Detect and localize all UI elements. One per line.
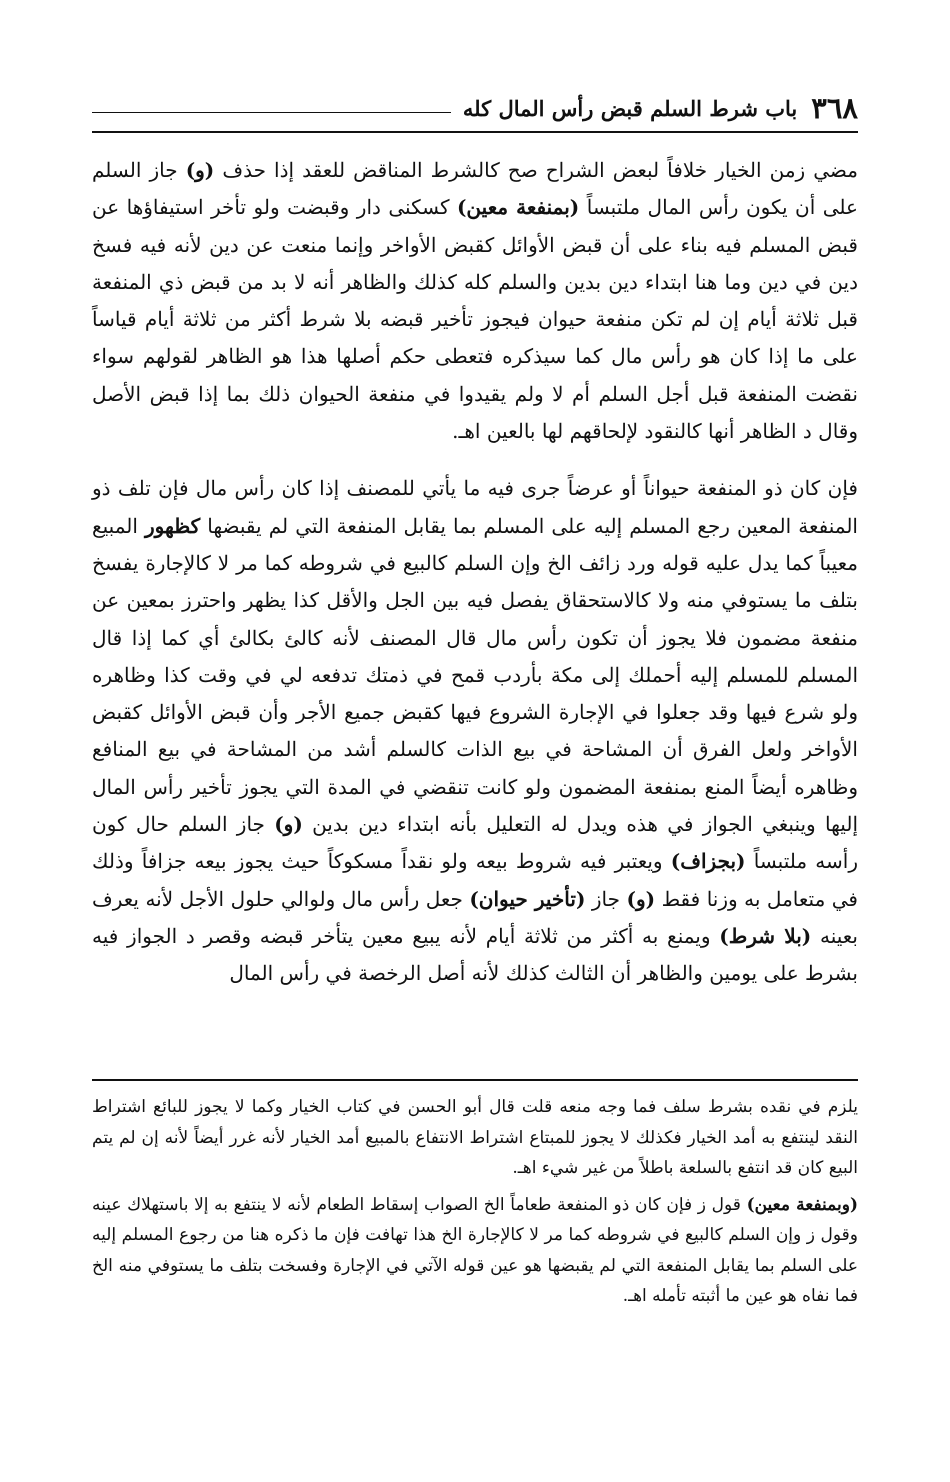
text-run: فإن كان ذو المنفعة حيواناً أو عرضاً جرى فيه ما يأتي للمصنف إذا كان رأس مال فإن تلف ذو المنفعة المعين رجع المسلم إليه على المسلم بما يقابل المنفعة التي لم يقبضها (92, 476, 858, 538)
text-run: المبيع معيباً كما يدل عليه قوله ورد زائف الخ وإن السلم كالبيع في شروطه كما مر لا كالإجارة يفسخ بتلف ما يستوفي منه ولا كالاستحقاق يفصل فيه بين الجل والأقل كذا يظهر واحترز بمعين عن منفعة مضمون فلا يجوز أن تكون رأس مال قال المصنف لأنه كالئ بكالئ أي كما إذا قال المسلم للمسلم إليه أحملك إلى مكة بأردب قمح في ذمتك تدفعه لي في وقت كذا وظاهره ولو شرع فيها وقد جعلوا في الإجارة الشروع فيها كقبض جميع الأجر وأن قبض الأوائل كقبض الأواخر ولعل الفرق أن المشاحة في بيع الذات كالسلم أشد من المشاحة في بيع المنافع وظاهره أيضاً المنع بمنفعة المضمون ولو كانت تنقضي في المدة التي يجوز تأخير رأس المال إليها وينبغي الجواز في هذه ويدل له التعليل بأنه ابتداء دين بدين (92, 513, 859, 837)
text-run: كسكنى دار وقبضت ولو تأخر استيفاؤها عن قبض المسلم فيه بناء على أن قبض الأوائل كقبض الأواخر وإنما منعت عن دين لأنه فيه فسخ دين في دين وما هنا ابتداء دين بدين والسلم كله كذلك والظاهر أنه لا بد من قبض ذي المنفعة قبل ثلاثة أيام إن لم تكن منفعة حيوان فيجوز تأخير قبضه بلا شرط أكثر من ثلاثة أيام قياساً على ما إذا كان هو رأس مال كما سيذكره فتعطى حكم أصلها هذا هو الظاهر لقولهم سواء نقضت المنفعة قبل أجل السلم أم لا ولم يقيدوا في منفعة الحيوان ذلك بما إذا قبض الأصل وقال د الظاهر أنها كالنقود لإلحاقهم لها بالعين اهـ. (92, 195, 858, 444)
page-number: ٣٦٨ (811, 91, 858, 125)
footnote-2 (92, 1190, 858, 1312)
bold-term: (تأخير حيوان) (469, 886, 586, 911)
bold-term: (وبمنفعة معين) (746, 1194, 858, 1215)
bold-term: (و) (274, 812, 303, 837)
footnotes (92, 1092, 858, 1312)
text-run: ويعتبر فيه شروط بيعه ولو نقداً مسكوكاً حيث يجوز بيعه جزافاً وذلك في متعامل به وزنا فقط (92, 849, 858, 911)
bold-term: كظهور (145, 513, 201, 538)
bold-term: (بلا شرط) (719, 923, 812, 948)
footnote-1: يلزم في نقده بشرط سلف فما وجه منعه قلت قال أبو الحسن في كتاب الخيار وكما لا يجوز للبائع اشتراط النقد لينتفع به أمد الخيار فكذلك لا يجوز للمبتاع اشتراط الانتفاع بالمبيع أمد الخيار لأنه غرر أيضاً لأنه إن لم يتم البيع كان قد انتفع بالسلعة باطلاً من غير شيء اهـ. (92, 1097, 858, 1178)
running-title: باب شرط السلم قبض رأس المال كله (462, 95, 798, 121)
text-run: جعل رأس مال ولوالي حلول الأجل لأنه يعرف بعينه (92, 886, 859, 948)
text-run: جاز السلم حال كون رأسه ملتبساً (92, 812, 858, 874)
text-run: جاز السلم على أن يكون رأس المال ملتبساً (92, 158, 858, 220)
bold-term: (بمنفعة معين) (456, 195, 580, 220)
main-text (92, 152, 858, 993)
footnote-divider (92, 1079, 858, 1081)
bold-term: (و) (626, 886, 656, 911)
text-run: قول ز فإن كان ذو المنفعة طعاماً الخ الصواب إسقاط الطعام لأنه لا ينتفع به إلا باستهلاك عينه وقول ز وإن السلم كالبيع في شروطه كما مر لا كالإجارة الخ هذا تهافت فإن ما ذكره هنا من رجوع المسلم إليه على السلم بما يقابل المنفعة التي لم يقبضها هو عين قوله الآتي في الإجارة وفسخت بتلف ما يستوفي منه الخ فما نفاه هو عين ما أثبته تأمله اهـ. (92, 1194, 858, 1306)
paragraph-2 (92, 470, 858, 992)
top-divider (92, 131, 858, 133)
text-run: جاز (585, 886, 627, 911)
text-run: ويمنع به أكثر من ثلاثة أيام لأنه يبيع معين يتأخر قبضه وقصر د الجواز فيه بشرط على يومين والظاهر أن الثالث كذلك لأنه أصل الرخصة في رأس المال (92, 923, 858, 986)
header-rule (92, 112, 451, 113)
text-run: مضي زمن الخيار خلافاً لبعض الشراح صح كالشرط المناقض للعقد إذا حذف (214, 158, 858, 182)
bold-term: (و) (185, 158, 215, 182)
paragraph-1 (92, 152, 858, 450)
bold-term: (بجزاف) (670, 849, 746, 874)
page-header (92, 88, 858, 128)
